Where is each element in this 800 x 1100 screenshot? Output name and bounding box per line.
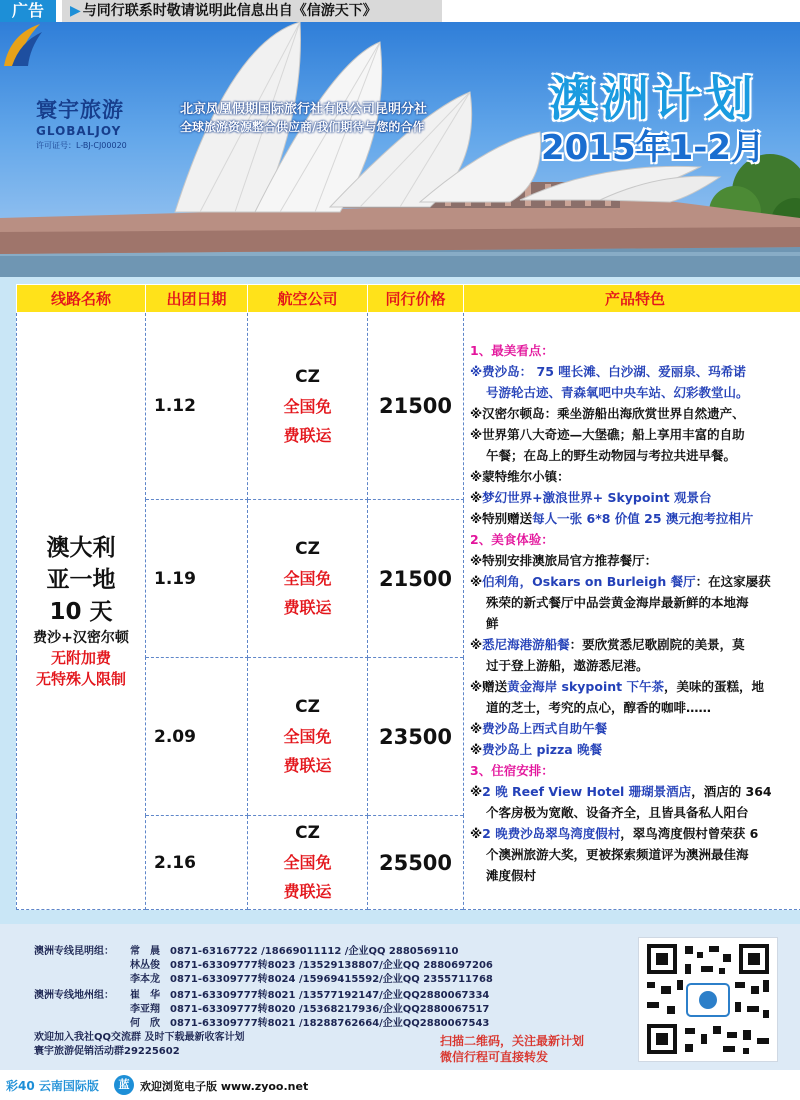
feature-item: ※蒙特维尔小镇： <box>470 469 570 484</box>
feature-item: 个澳洲旅游大奖，更被探索频道评为澳洲最佳海 <box>486 847 749 862</box>
route-days: 10 天 <box>49 599 113 625</box>
source-notice <box>62 0 442 22</box>
route-table <box>16 284 800 910</box>
price: 23500 <box>368 658 464 816</box>
brand-logo <box>36 94 176 151</box>
column-header: 同行价格 <box>368 285 464 313</box>
brand-name-cn: 寰宇旅游 <box>36 98 124 122</box>
feature-item: 道的芝士，考究的点心，醇香的咖啡…… <box>486 700 712 715</box>
route-name: 亚一地 <box>46 567 116 593</box>
feature-item: ※汉密尔顿岛：乘坐游船出海欣赏世界自然遗产、 <box>470 406 745 421</box>
no-surcharge-label: 无附加费 <box>50 649 111 667</box>
price: 25500 <box>368 816 464 910</box>
free-transfer-label: 费联运 <box>283 882 332 901</box>
page-number: 彩40 云南国际版 <box>6 1079 99 1093</box>
feature-section-title: 3、住宿安排： <box>470 763 554 778</box>
license-number: 许可证号：L-BJ-CJ00020 <box>36 141 127 150</box>
table-row <box>17 313 800 500</box>
top-strip <box>0 0 800 22</box>
ad-tag: 广告 <box>0 0 56 22</box>
feature-item: ※悉尼海港游船餐：要欣赏悉尼歌剧院的美景，莫 <box>470 637 745 652</box>
feature-item: ※2 晚费沙岛翠鸟湾度假村，翠鸟湾度假村曾荣获 6 <box>470 826 759 841</box>
airline-code: CZ <box>295 366 320 387</box>
contact-line: 林丛俊 0871-63309777转8023 /13529138807/企业QQ 2880697206 <box>130 960 493 971</box>
free-transfer-label: 全国免 <box>283 396 332 416</box>
feature-section-title: 2、美食体验： <box>470 532 554 547</box>
page-subtitle: 2015年1-2月 <box>540 128 766 168</box>
column-header: 出团日期 <box>146 285 248 313</box>
feature-item: 过于登上游船，遨游悉尼港。 <box>486 658 649 673</box>
page-title: 澳洲计划 <box>548 71 757 127</box>
price: 21500 <box>368 500 464 658</box>
feature-item: ※特别安排澳旅局官方推荐餐厅： <box>470 553 658 568</box>
contact-line: 崔 华 0871-63309777转8021 /13577192147/企业QQ2880067334 <box>130 990 490 1001</box>
free-transfer-label: 全国免 <box>283 727 332 746</box>
free-transfer-label: 全国免 <box>283 569 332 588</box>
qr-caption: 微信行程可直接转发 <box>440 1050 549 1064</box>
free-transfer-label: 费联运 <box>283 756 332 775</box>
airline-cell <box>248 500 368 658</box>
departure-date: 2.16 <box>146 816 248 910</box>
airline-cell <box>248 313 368 500</box>
arrow-icon: ▶ <box>70 3 81 19</box>
airline-code: CZ <box>295 823 320 843</box>
feature-item: 午餐；在岛上的野生动物园与考拉共进早餐。 <box>486 448 737 463</box>
feature-item: ※特别赠送每人一张 6*8 价值 25 澳元抱考拉相片 <box>470 511 754 526</box>
free-transfer-label: 费联运 <box>283 425 332 445</box>
website-link[interactable]: 欢迎浏览电子版 www.zyoo.net <box>140 1080 309 1093</box>
source-notice-text: 与同行联系时敬请说明此信息出自《信游天下》 <box>82 3 377 19</box>
km-group-label: 澳洲专线昆明组： <box>34 946 114 957</box>
column-header: 产品特色 <box>464 285 800 313</box>
brand-name-en: GLOBALJOY <box>36 124 122 138</box>
product-features <box>464 313 800 910</box>
free-transfer-label: 费联运 <box>283 598 332 617</box>
column-header: 线路名称 <box>17 285 146 313</box>
free-transfer-label: 全国免 <box>283 853 332 872</box>
airline-cell <box>248 658 368 816</box>
dz-group-label: 澳洲专线地州组： <box>34 990 114 1001</box>
departure-date: 2.09 <box>146 658 248 816</box>
departure-date: 1.12 <box>146 313 248 500</box>
column-header: 航空公司 <box>248 285 368 313</box>
contact-line: 常 晨 0871-63167722 /18669011112 /企业QQ 2880569110 <box>130 946 459 957</box>
feature-section-title: 1、最美看点： <box>470 343 554 358</box>
feature-item: ※伯利角，Oskars on Burleigh 餐厅：在这家屡获 <box>470 574 771 589</box>
airline-code: CZ <box>295 539 320 559</box>
airline-cell <box>248 816 368 910</box>
feature-item: 鲜 <box>486 616 499 631</box>
no-restriction-label: 无特殊人限制 <box>35 670 126 688</box>
hero-banner <box>0 22 800 277</box>
route-cities: 费沙+汉密尔顿 <box>33 630 129 646</box>
contact-line: 李本龙 0871-63309777转8024 /15969415592/企业QQ 2355711768 <box>130 974 493 985</box>
feature-item: ※赠送黄金海岸 skypoint 下午茶，美味的蛋糕，地 <box>470 679 764 694</box>
company-name: 北京凤凰假期国际旅行社有限公司昆明分社 <box>180 102 428 117</box>
feature-item: ※费沙岛： 75 哩长滩、白沙湖、爱丽泉、玛希诺 <box>470 364 746 379</box>
qr-code-graphic <box>639 938 777 1061</box>
route-name-cell <box>17 313 146 910</box>
qq-group-invite: 欢迎加入我社QQ交流群 及时下载最新收客计划 <box>34 1032 245 1043</box>
price: 21500 <box>368 313 464 500</box>
table-header-row <box>17 285 800 313</box>
feature-item: 号游轮古迹、青森氧吧中央车站、幻彩教堂山。 <box>486 385 749 400</box>
edition-badge: 蓝 <box>114 1075 134 1095</box>
feature-item: 滩度假村 <box>486 868 537 883</box>
feature-item: 殊荣的新式餐厅中品尝黄金海岸最新鲜的本地海 <box>486 595 749 610</box>
qr-code-icon[interactable] <box>638 937 778 1062</box>
brand-swoosh-icon <box>0 22 44 68</box>
departure-date: 1.19 <box>146 500 248 658</box>
qr-caption: 扫描二维码，关注最新计划 <box>440 1034 585 1048</box>
contact-line: 李亚翔 0871-63309777转8020 /15368217936/企业QQ2880067517 <box>130 1004 490 1015</box>
company-slogan: 全球旅游资源整合供应商/我们期待与您的合作 <box>180 120 425 134</box>
qq-group-number: 寰宇旅游促销活动群29225602 <box>34 1046 180 1057</box>
feature-item: ※梦幻世界+激浪世界+ Skypoint 观景台 <box>470 490 712 505</box>
route-name: 澳大利 <box>46 535 116 561</box>
feature-item: 个客房极为宽敞、设备齐全，且皆具备私人阳台 <box>486 805 749 820</box>
route-table-section <box>0 277 800 924</box>
contact-line: 何 欣 0871-63309777转8021 /18288762664/企业QQ2880067543 <box>130 1018 490 1029</box>
airline-code: CZ <box>295 697 320 717</box>
feature-item: ※费沙岛上 pizza 晚餐 <box>470 742 603 757</box>
feature-item: ※费沙岛上西式自助午餐 <box>470 721 608 736</box>
feature-item: ※世界第八大奇迹—大堡礁；船上享用丰富的自助 <box>470 427 745 442</box>
feature-item: ※2 晚 Reef View Hotel 珊瑚景酒店，酒店的 364 <box>470 784 772 799</box>
